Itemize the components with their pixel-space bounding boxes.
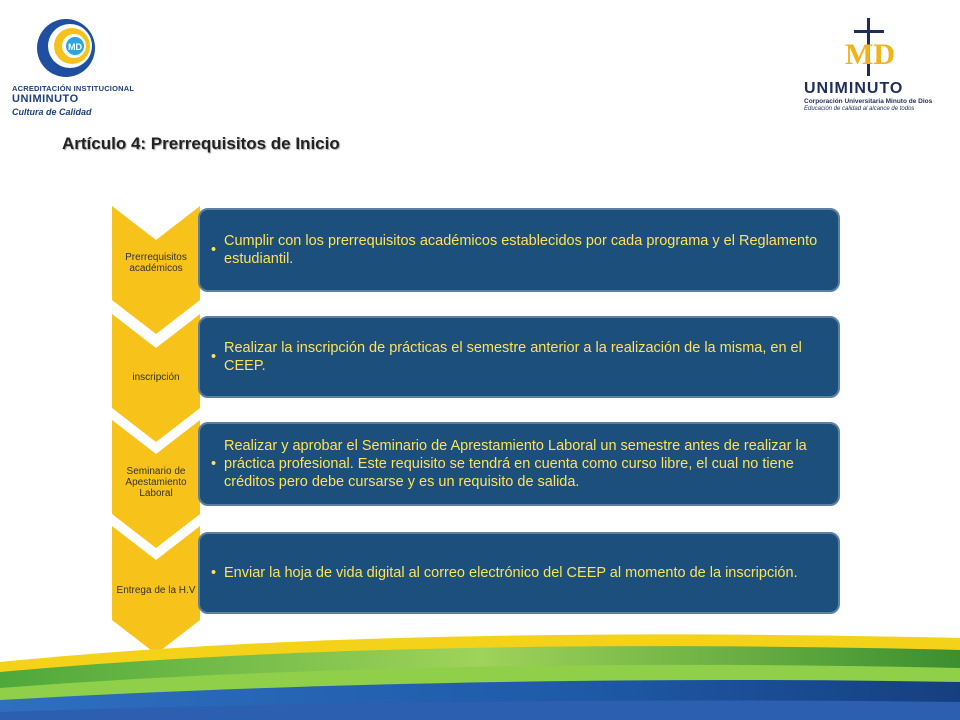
left-logo-line2: UNIMINUTO: [12, 93, 79, 105]
step-box-3: [198, 422, 840, 506]
step-box-4: [198, 532, 840, 614]
right-logo-name: UNIMINUTO: [804, 80, 904, 97]
step-text: Realizar la inscripción de prácticas el semestre anterior a la realización de la misma, en el CEEP.: [224, 340, 802, 374]
step-label: Prerrequisitos académicos: [125, 252, 187, 274]
left-logo-mark: MD: [68, 42, 82, 52]
accreditation-logo: [8, 14, 135, 117]
right-logo-subtitle: Corporación Universitaria Minuto de Dios: [804, 98, 933, 105]
right-logo-mark: MD: [845, 38, 895, 71]
bullet-icon: •: [211, 565, 217, 581]
step-label: inscripción: [132, 372, 180, 383]
step-label: Seminario de Apestamiento Laboral: [125, 466, 187, 499]
uniminuto-logo: [800, 18, 940, 118]
step-text: Realizar y aprobar el Seminario de Aprestamiento Laboral un semestre antes de realizar la práctica profesional. Este requisito se tendrá en cuenta como curso libre, el cual no tiene créditos pero debe cursarse y es un requisito de salida.: [224, 438, 807, 490]
step-label: Entrega de la H.V: [116, 585, 196, 596]
step-box-2: [198, 316, 840, 398]
footer-wave-decoration: [0, 628, 960, 720]
step-text: Cumplir con los prerrequisitos académicos establecidos por cada programa y el Reglamento estudiantil.: [224, 233, 818, 267]
bullet-icon: •: [211, 456, 217, 472]
accreditation-ring-icon: [34, 16, 98, 80]
right-logo-tagline: Educación de calidad al alcance de todos: [804, 106, 915, 112]
bullet-icon: •: [211, 242, 217, 258]
md-cross-icon: [832, 18, 908, 78]
left-logo-line1: ACREDITACIÓN INSTITUCIONAL: [12, 84, 135, 93]
left-logo-line3: Cultura de Calidad: [12, 107, 92, 117]
step-box-1: [198, 208, 840, 292]
slide-title: Artículo 4: Prerrequisitos de Inicio: [62, 134, 340, 153]
step-text: Enviar la hoja de vida digital al correo electrónico del CEEP al momento de la inscripción.: [224, 565, 798, 581]
bullet-icon: •: [211, 349, 217, 365]
